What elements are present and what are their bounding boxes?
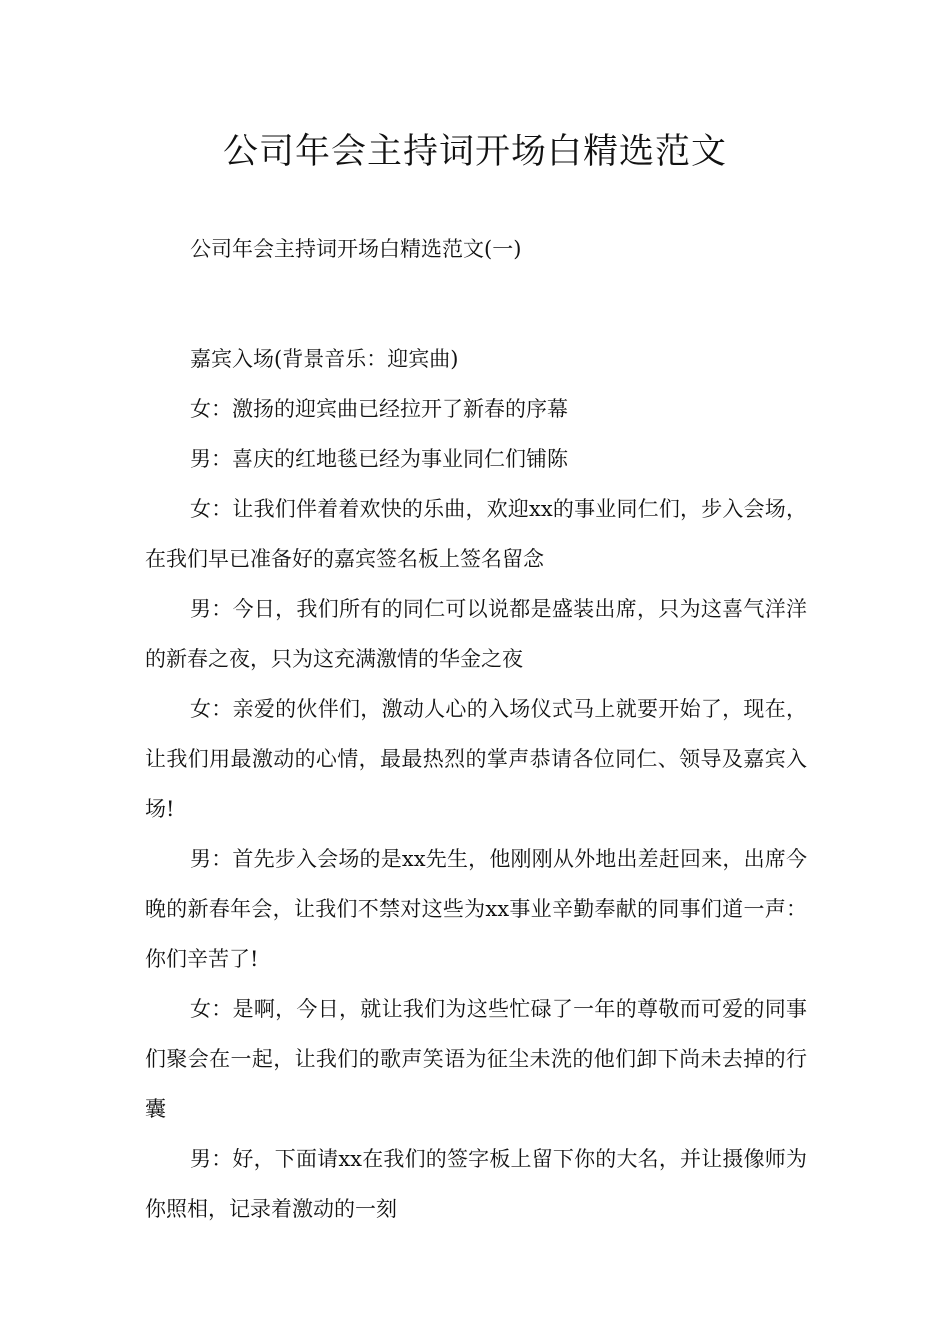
- paragraph-6: 女：亲爱的伙伴们，激动人心的入场仪式马上就要开始了，现在，让我们用最激动的心情，最最热烈的掌声恭请各位同仁、领导及嘉宾入场!: [145, 697, 807, 821]
- paragraph-4: 女：让我们伴着着欢快的乐曲，欢迎xx的事业同仁们，步入会场，在我们早已准备好的嘉宾签名板上签名留念: [145, 497, 807, 571]
- paragraph-2: 女：激扬的迎宾曲已经拉开了新春的序幕: [190, 397, 568, 421]
- paragraph-9: 男：好，下面请xx在我们的签字板上留下你的大名，并让摄像师为你照相，记录着激动的一刻: [145, 1147, 807, 1221]
- document-title: 公司年会主持词开场白精选范文: [222, 132, 727, 172]
- paragraph-8: 女：是啊，今日，就让我们为这些忙碌了一年的尊敬而可爱的同事们聚会在一起，让我们的歌声笑语为征尘未洗的他们卸下尚未去掉的行囊: [145, 997, 807, 1121]
- paragraph-7: 男：首先步入会场的是xx先生，他刚刚从外地出差赶回来，出席今晚的新春年会，让我们不禁对这些为xx事业辛勤奉献的同事们道一声：你们辛苦了!: [145, 847, 807, 971]
- section-heading: 公司年会主持词开场白精选范文(一): [190, 237, 522, 261]
- paragraph-1: 嘉宾入场(背景音乐：迎宾曲): [190, 347, 459, 371]
- paragraph-5: 男：今日，我们所有的同仁可以说都是盛装出席，只为这喜气洋洋的新春之夜，只为这充满激情的华金之夜: [145, 597, 807, 671]
- document-body: [145, 334, 807, 1234]
- paragraph-3: 男：喜庆的红地毯已经为事业同仁们铺陈: [190, 447, 568, 471]
